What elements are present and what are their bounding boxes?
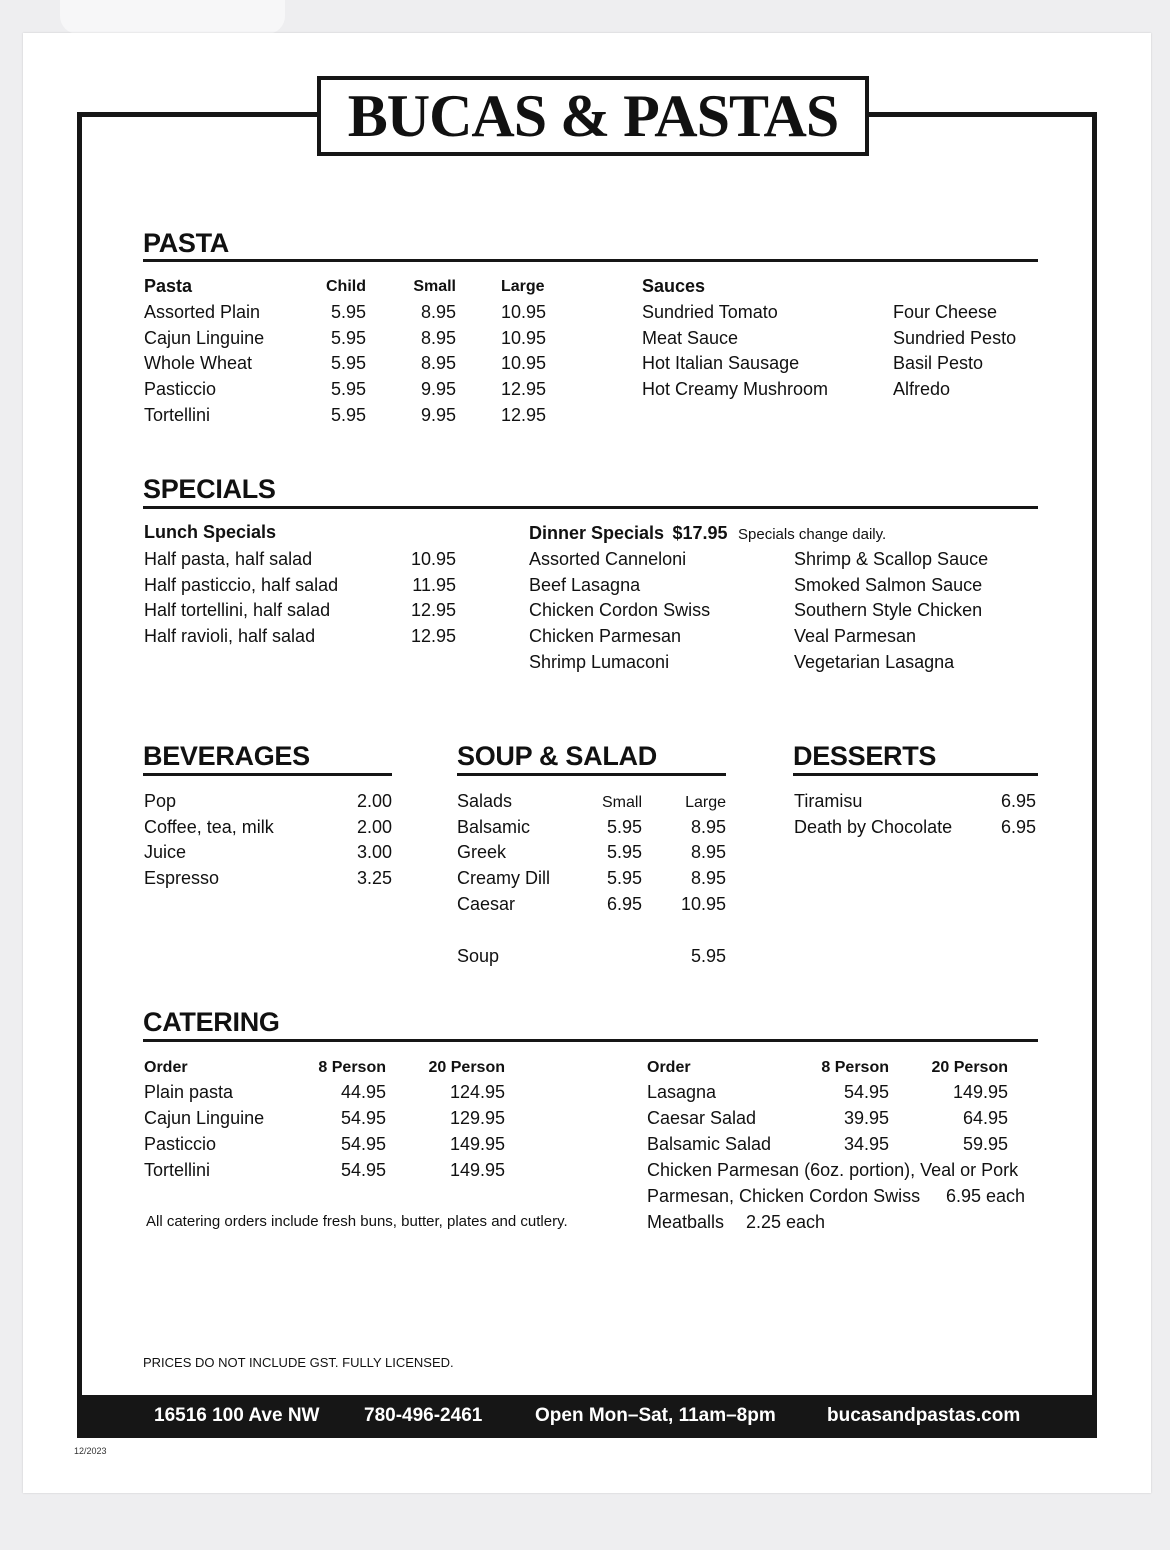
dinner-item: Vegetarian Lasagna — [794, 652, 955, 672]
catering-price-8p: 39.95 — [843, 1108, 889, 1128]
dinner-item: Veal Parmesan — [794, 626, 917, 646]
salad-item: Greek — [457, 842, 507, 862]
catering-note: All catering orders include fresh buns, butter, plates and cutlery. — [146, 1213, 568, 1230]
sauce-item: Sundried Tomato — [642, 302, 778, 322]
dinner-item: Chicken Parmesan — [529, 626, 682, 646]
catering-price-20p: 149.95 — [449, 1134, 505, 1154]
dinner-specials-line — [529, 522, 886, 546]
salads-header: Salads — [457, 791, 513, 811]
pasta-price-large: 12.95 — [501, 379, 547, 399]
catering-price-8p: 54.95 — [340, 1108, 386, 1128]
catering-8p-header-right: 8 Person — [821, 1059, 889, 1076]
beverage-price: 3.00 — [356, 842, 392, 862]
catering-8p-header: 8 Person — [318, 1059, 386, 1076]
dinner-item: Shrimp & Scallop Sauce — [794, 549, 989, 569]
lunch-item: Half pasticcio, half salad — [144, 575, 339, 595]
catering-price-8p: 54.95 — [843, 1082, 889, 1102]
beverage-price: 3.25 — [356, 868, 392, 888]
beverages-heading: BEVERAGES — [143, 741, 310, 771]
dinner-item: Chicken Cordon Swiss — [529, 600, 711, 620]
pasta-price-large: 12.95 — [501, 405, 547, 425]
lunch-price: 12.95 — [410, 600, 456, 620]
beverage-price: 2.00 — [356, 817, 392, 837]
pasta-price-child: 5.95 — [330, 302, 366, 322]
catering-item: Lasagna — [647, 1082, 717, 1102]
dinner-item: Beef Lasagna — [529, 575, 641, 595]
lunch-item: Half pasta, half salad — [144, 549, 313, 569]
soup-salad-rule — [457, 773, 726, 776]
top-tab-edge — [60, 0, 285, 34]
lunch-price: 10.95 — [410, 549, 456, 569]
salad-price-small: 6.95 — [606, 894, 642, 914]
dinner-item: Assorted Canneloni — [529, 549, 687, 569]
salad-price-large: 8.95 — [690, 842, 726, 862]
sauce-item: Sundried Pesto — [893, 328, 1017, 348]
specials-rule — [143, 506, 1038, 509]
footer-hours: Open Mon–Sat, 11am–8pm — [535, 1405, 776, 1426]
sauces-header: Sauces — [642, 276, 706, 296]
salad-item: Caesar — [457, 894, 516, 914]
large-col-header: Large — [501, 278, 545, 295]
beverages-rule — [143, 773, 392, 776]
pasta-col-header: Pasta — [144, 276, 193, 296]
beverage-item: Pop — [144, 791, 177, 811]
catering-item: Cajun Linguine — [144, 1108, 265, 1128]
soup-salad-heading: SOUP & SALAD — [457, 741, 657, 771]
dessert-price: 6.95 — [1000, 817, 1036, 837]
salad-price-small: 5.95 — [606, 868, 642, 888]
dessert-price: 6.95 — [1000, 791, 1036, 811]
soup-item: Soup — [457, 946, 500, 966]
dinner-item: Smoked Salmon Sauce — [794, 575, 983, 595]
lunch-specials-header: Lunch Specials — [144, 522, 277, 542]
dinner-specials-header: Dinner Specials — [529, 523, 665, 543]
pasta-price-child: 5.95 — [330, 353, 366, 373]
dinner-item: Southern Style Chicken — [794, 600, 983, 620]
footer-address: 16516 100 Ave NW — [154, 1405, 320, 1426]
lunch-item: Half ravioli, half salad — [144, 626, 316, 646]
catering-price-8p: 54.95 — [340, 1134, 386, 1154]
catering-20p-header-right: 20 Person — [931, 1059, 1008, 1076]
catering-item: Tortellini — [144, 1160, 211, 1180]
salad-large-header: Large — [685, 794, 726, 811]
catering-price-8p: 44.95 — [340, 1082, 386, 1102]
pasta-price-child: 5.95 — [330, 379, 366, 399]
pasta-item: Assorted Plain — [144, 302, 261, 322]
catering-price-8p: 34.95 — [843, 1134, 889, 1154]
catering-extra-line2: Parmesan, Chicken Cordon Swiss — [647, 1186, 921, 1206]
salad-price-large: 8.95 — [690, 868, 726, 888]
child-col-header: Child — [326, 278, 366, 295]
salad-price-small: 5.95 — [606, 817, 642, 837]
dinner-specials-price: $17.95 — [672, 523, 728, 543]
catering-item: Caesar Salad — [647, 1108, 757, 1128]
salad-item: Creamy Dill — [457, 868, 551, 888]
dinner-item: Shrimp Lumaconi — [529, 652, 670, 672]
footer-website: bucasandpastas.com — [827, 1405, 1021, 1426]
pasta-item: Pasticcio — [144, 379, 217, 399]
soup-price: 5.95 — [690, 946, 726, 966]
pasta-price-small: 8.95 — [420, 328, 456, 348]
catering-price-20p: 124.95 — [449, 1082, 505, 1102]
pasta-price-child: 5.95 — [330, 405, 366, 425]
catering-order-header: Order — [144, 1059, 188, 1076]
pasta-item: Whole Wheat — [144, 353, 253, 373]
restaurant-title-box — [317, 76, 869, 156]
pasta-price-large: 10.95 — [501, 328, 547, 348]
pasta-price-small: 9.95 — [420, 405, 456, 425]
beverage-price: 2.00 — [356, 791, 392, 811]
salad-small-header: Small — [601, 794, 642, 811]
pasta-item: Cajun Linguine — [144, 328, 265, 348]
pasta-price-large: 10.95 — [501, 302, 547, 322]
desserts-rule — [793, 773, 1038, 776]
small-col-header: Small — [413, 278, 456, 295]
catering-price-20p: 149.95 — [952, 1082, 1008, 1102]
meatballs-item: Meatballs — [647, 1212, 725, 1232]
catering-price-20p: 129.95 — [449, 1108, 505, 1128]
pasta-price-large: 10.95 — [501, 353, 547, 373]
catering-extra-line1: Chicken Parmesan (6oz. portion), Veal or Pork — [647, 1160, 1019, 1180]
catering-rule — [143, 1039, 1038, 1042]
lunch-price: 11.95 — [412, 575, 456, 595]
catering-price-20p: 59.95 — [962, 1134, 1008, 1154]
pasta-price-small: 8.95 — [420, 353, 456, 373]
dessert-item: Tiramisu — [794, 791, 863, 811]
lunch-item: Half tortellini, half salad — [144, 600, 331, 620]
catering-item: Pasticcio — [144, 1134, 217, 1154]
sauce-item: Hot Creamy Mushroom — [642, 379, 829, 399]
beverage-item: Espresso — [144, 868, 220, 888]
catering-order-header-right: Order — [647, 1059, 691, 1076]
desserts-heading: DESSERTS — [793, 741, 937, 771]
sauce-item: Hot Italian Sausage — [642, 353, 800, 373]
salad-price-small: 5.95 — [606, 842, 642, 862]
catering-price-20p: 64.95 — [962, 1108, 1008, 1128]
catering-20p-header: 20 Person — [428, 1059, 505, 1076]
sauce-item: Basil Pesto — [893, 353, 984, 373]
footer-bar — [77, 1395, 1097, 1438]
pasta-rule — [143, 259, 1038, 262]
footer-phone: 780-496-2461 — [364, 1405, 483, 1426]
sauce-item: Meat Sauce — [642, 328, 739, 348]
meatballs-price: 2.25 each — [746, 1212, 826, 1232]
pasta-item: Tortellini — [144, 405, 211, 425]
pasta-heading: PASTA — [143, 228, 229, 258]
date-code: 12/2023 — [74, 1446, 107, 1456]
dessert-item: Death by Chocolate — [794, 817, 953, 837]
catering-item: Balsamic Salad — [647, 1134, 772, 1154]
price-disclaimer: PRICES DO NOT INCLUDE GST. FULLY LICENSED. — [143, 1355, 454, 1370]
catering-heading: CATERING — [143, 1007, 280, 1037]
beverage-item: Juice — [144, 842, 187, 862]
sauce-item: Four Cheese — [893, 302, 998, 322]
catering-item: Plain pasta — [144, 1082, 234, 1102]
salad-price-large: 8.95 — [690, 817, 726, 837]
catering-extra-line2-price: 6.95 each — [946, 1186, 1026, 1206]
pasta-price-small: 8.95 — [420, 302, 456, 322]
lunch-price: 12.95 — [410, 626, 456, 646]
catering-price-20p: 149.95 — [449, 1160, 505, 1180]
pasta-price-small: 9.95 — [420, 379, 456, 399]
restaurant-title: BUCAS & PASTAS — [347, 83, 839, 149]
salad-price-large: 10.95 — [680, 894, 726, 914]
beverage-item: Coffee, tea, milk — [144, 817, 274, 837]
pasta-price-child: 5.95 — [330, 328, 366, 348]
salad-item: Balsamic — [457, 817, 531, 837]
specials-heading: SPECIALS — [143, 474, 276, 504]
catering-price-8p: 54.95 — [340, 1160, 386, 1180]
dinner-specials-note: Specials change daily. — [738, 526, 887, 543]
sauce-item: Alfredo — [893, 379, 951, 399]
